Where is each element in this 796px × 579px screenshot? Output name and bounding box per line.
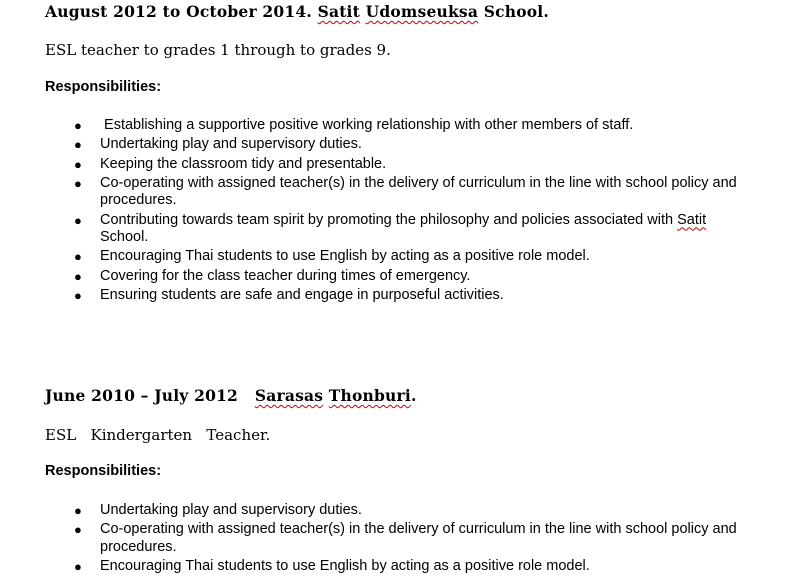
list-item-text-part: Contributing towards team spirit by promoting the philosophy and policies associated with [100, 211, 678, 228]
list-item [0, 175, 760, 210]
list-item-text-part: School. [100, 229, 149, 246]
list-item-text: Keeping the classroom tidy and presentable. [100, 155, 387, 172]
bullet-icon: ● [74, 156, 82, 172]
bullet-icon: ● [74, 118, 82, 133]
list-item-text: Encouraging Thai students to use English by acting as a positive role model. [100, 558, 590, 575]
school-name-word: Satit [677, 211, 707, 228]
bullet-icon: ● [74, 559, 82, 575]
job1-school-word-1: Satit [317, 2, 361, 21]
list-item [0, 558, 760, 576]
job1-role: ESL teacher to grades 1 through to grades 9. [45, 41, 391, 59]
job2-school-word-2: Thonburi [328, 386, 411, 405]
list-item-text: Encouraging Thai students to use English by acting as a positive role model. [100, 248, 590, 265]
job2-date-range: June 2010 – July 2012 [45, 386, 255, 405]
job1-school-word-2: Udomseuksa [365, 2, 479, 21]
bullet-icon: ● [74, 212, 82, 228]
list-item [0, 521, 760, 556]
list-item-text: Co-operating with assigned teacher(s) in the delivery of curriculum in the line with school policy and procedures. [100, 521, 737, 555]
job2-responsibilities-label: Responsibilities: [45, 463, 162, 479]
bullet-icon: ● [74, 503, 82, 518]
job2-responsibilities-list [0, 502, 760, 577]
list-item-text: Ensuring students are safe and engage in purposeful activities. [100, 287, 504, 304]
list-item [0, 268, 760, 286]
job1-responsibilities-list [0, 117, 760, 306]
list-item [0, 248, 760, 266]
job2-school-end: . [410, 386, 417, 405]
list-item-text: Covering for the class teacher during times of emergency. [100, 267, 471, 284]
bullet-icon: ● [74, 137, 82, 153]
bullet-icon: ● [74, 249, 82, 265]
bullet-icon: ● [74, 175, 82, 191]
job2-role: ESL Kindergarten Teacher. [45, 426, 271, 444]
list-item-text: Undertaking play and supervisory duties. [100, 502, 362, 518]
bullet-icon: ● [74, 288, 82, 304]
list-item [0, 156, 760, 174]
job2-school-word-1: Sarasas [254, 386, 324, 405]
bullet-icon: ● [74, 268, 82, 284]
list-item-text: Undertaking play and supervisory duties. [100, 136, 362, 153]
list-item [0, 502, 760, 520]
job2-heading [45, 386, 417, 405]
list-item-text: Establishing a supportive positive working relationship with other members of staff. [100, 117, 634, 133]
job1-responsibilities-label: Responsibilities: [45, 79, 162, 95]
bullet-icon: ● [74, 522, 82, 538]
job1-heading [45, 2, 549, 21]
job1-date-range: August 2012 to October 2014. [45, 2, 312, 21]
list-item [0, 117, 760, 135]
list-item [0, 287, 760, 305]
list-item-text: Co-operating with assigned teacher(s) in the delivery of curriculum in the line with school policy and procedures. [100, 174, 737, 209]
list-item [0, 136, 760, 154]
list-item [0, 212, 760, 247]
job1-school-word-3: School. [483, 2, 549, 21]
list-item-text [100, 212, 750, 247]
